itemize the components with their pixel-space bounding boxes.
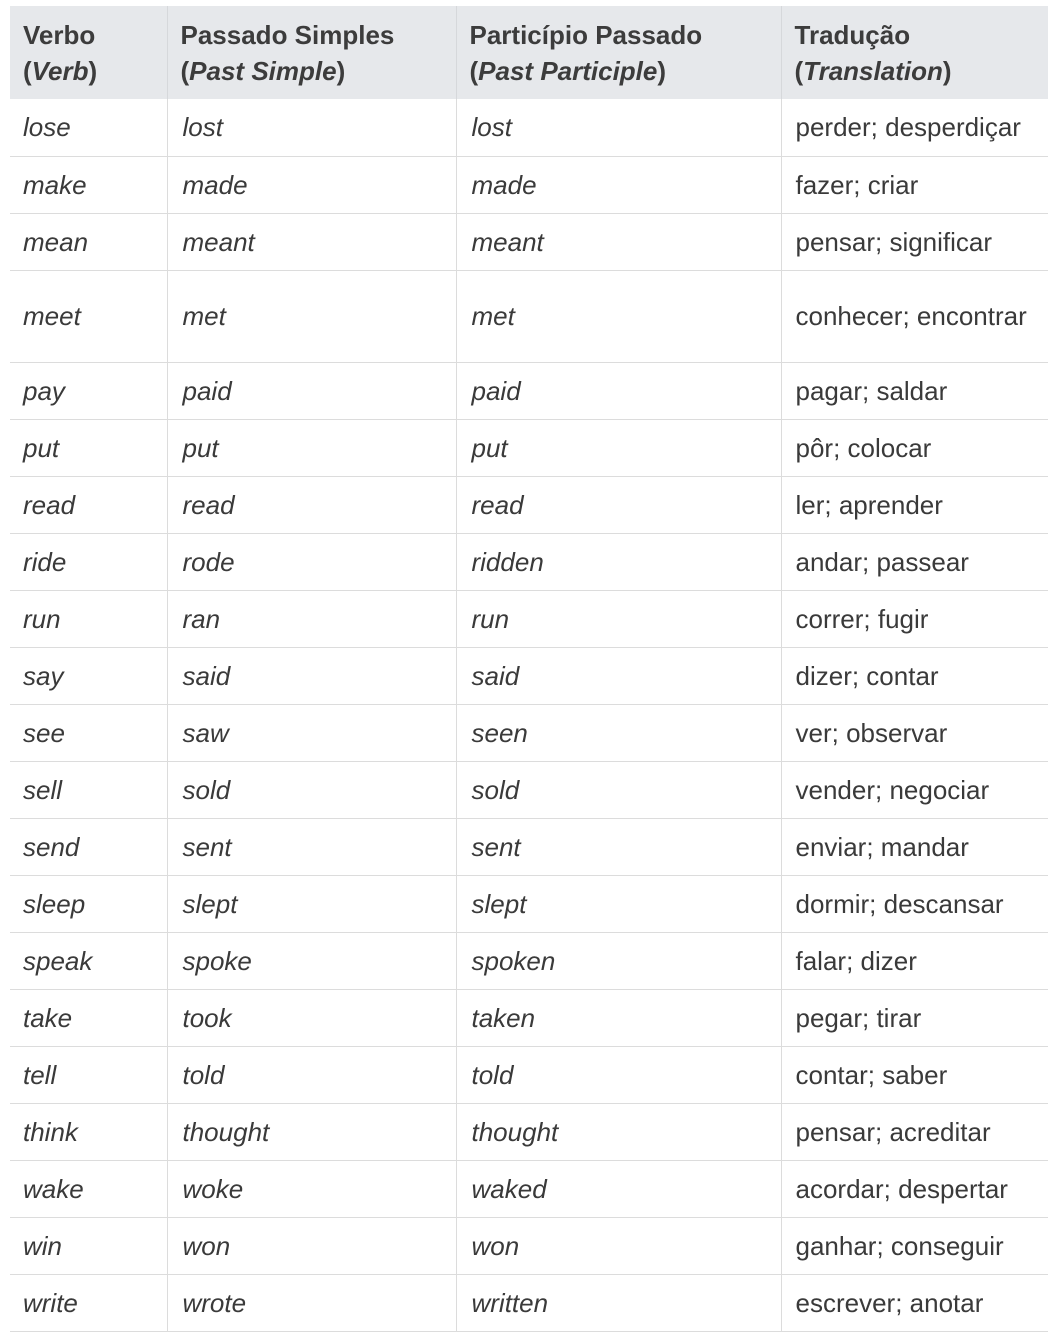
cell-past-simple: ran <box>167 590 456 647</box>
cell-past-participle: met <box>456 270 781 362</box>
cell-past-simple: put <box>167 419 456 476</box>
cell-past-simple: woke <box>167 1160 456 1217</box>
table-row <box>10 590 1048 647</box>
table-row <box>10 761 1048 818</box>
cell-translation: dizer; contar <box>795 660 939 691</box>
table-row <box>10 156 1048 213</box>
cell-past-simple: read <box>167 476 456 533</box>
cell-verb: tell <box>10 1046 167 1103</box>
cell-past-participle: meant <box>456 213 781 270</box>
cell-verb: speak <box>10 932 167 989</box>
table-row <box>10 1160 1048 1217</box>
cell-past-simple: spoke <box>167 932 456 989</box>
cell-translation: vender; negociar <box>795 774 990 805</box>
cell-past-participle: sent <box>456 818 781 875</box>
cell-translation: fazer; criar <box>795 169 919 200</box>
table-row <box>10 1103 1048 1160</box>
cell-past-simple: paid <box>167 362 456 419</box>
cell-verb: sell <box>10 761 167 818</box>
cell-past-participle: sold <box>456 761 781 818</box>
cell-past-simple: wrote <box>167 1274 456 1331</box>
cell-past-participle: said <box>456 647 781 704</box>
table-row <box>10 932 1048 989</box>
cell-verb: put <box>10 419 167 476</box>
cell-translation: pensar; acreditar <box>795 1116 991 1147</box>
cell-past-participle: waked <box>456 1160 781 1217</box>
cell-verb: meet <box>10 270 167 362</box>
cell-past-participle: told <box>456 1046 781 1103</box>
cell-translation: pôr; colocar <box>795 432 932 463</box>
table-row <box>10 1217 1048 1274</box>
cell-past-simple: sent <box>167 818 456 875</box>
cell-translation: pensar; significar <box>795 226 993 257</box>
cell-past-simple: lost <box>167 99 456 156</box>
header-translation-main: Tradução <box>794 19 911 50</box>
cell-past-simple: met <box>167 270 456 362</box>
cell-past-participle: taken <box>456 989 781 1046</box>
cell-past-simple: meant <box>167 213 456 270</box>
cell-past-participle: paid <box>456 362 781 419</box>
cell-past-participle: seen <box>456 704 781 761</box>
header-verb: Verbo (Verb) <box>10 6 167 99</box>
table-row <box>10 213 1048 270</box>
cell-translation: acordar; despertar <box>795 1173 1008 1204</box>
header-past-simple-en: Past Simple <box>189 55 337 86</box>
header-translation: Tradução (Translation) <box>794 19 952 86</box>
cell-past-simple: said <box>167 647 456 704</box>
cell-past-simple: rode <box>167 533 456 590</box>
cell-translation: andar; passear <box>795 546 969 577</box>
table-row <box>10 270 1048 362</box>
cell-verb: win <box>10 1217 167 1274</box>
cell-past-simple: sold <box>167 761 456 818</box>
header-past-simple: Passado Simples (Past Simple) <box>167 6 456 99</box>
verb-table-container <box>10 6 1048 1332</box>
cell-past-participle: read <box>456 476 781 533</box>
cell-verb: make <box>10 156 167 213</box>
cell-verb: lose <box>10 99 167 156</box>
cell-past-simple: thought <box>167 1103 456 1160</box>
cell-past-simple: took <box>167 989 456 1046</box>
table-row <box>10 647 1048 704</box>
cell-past-simple: told <box>167 1046 456 1103</box>
cell-verb: see <box>10 704 167 761</box>
cell-past-participle: won <box>456 1217 781 1274</box>
cell-verb: write <box>10 1274 167 1331</box>
cell-verb: wake <box>10 1160 167 1217</box>
table-body <box>10 99 1048 1331</box>
cell-translation: pagar; saldar <box>795 375 948 406</box>
table-row <box>10 419 1048 476</box>
cell-past-participle: made <box>456 156 781 213</box>
table-row <box>10 1046 1048 1103</box>
cell-past-simple: slept <box>167 875 456 932</box>
cell-translation: correr; fugir <box>795 603 929 634</box>
cell-translation: falar; dizer <box>795 945 917 976</box>
table-row <box>10 533 1048 590</box>
cell-verb: take <box>10 989 167 1046</box>
header-past-simple-main: Passado Simples <box>180 19 395 50</box>
table-row <box>10 989 1048 1046</box>
cell-past-participle: ridden <box>456 533 781 590</box>
cell-translation: pegar; tirar <box>795 1002 922 1033</box>
cell-verb: read <box>10 476 167 533</box>
cell-past-participle: lost <box>456 99 781 156</box>
cell-verb: think <box>10 1103 167 1160</box>
cell-past-participle: thought <box>456 1103 781 1160</box>
table-row <box>10 99 1048 156</box>
table-row <box>10 704 1048 761</box>
header-verb-main: Verbo <box>23 19 96 50</box>
cell-translation: escrever; anotar <box>795 1287 984 1318</box>
cell-past-participle: run <box>456 590 781 647</box>
table-row <box>10 818 1048 875</box>
cell-verb: run <box>10 590 167 647</box>
cell-translation: perder; desperdiçar <box>795 112 1021 143</box>
cell-verb: sleep <box>10 875 167 932</box>
cell-translation: contar; saber <box>795 1059 948 1090</box>
table-header <box>10 6 1048 99</box>
cell-past-participle: put <box>456 419 781 476</box>
table-row <box>10 362 1048 419</box>
cell-past-simple: made <box>167 156 456 213</box>
cell-past-participle: written <box>456 1274 781 1331</box>
cell-verb: pay <box>10 362 167 419</box>
table-row <box>10 1274 1048 1331</box>
cell-verb: send <box>10 818 167 875</box>
header-translation-en: Translation <box>803 55 943 86</box>
header-past-participle: Particípio Passado (Past Participle) <box>456 6 781 99</box>
cell-verb: mean <box>10 213 167 270</box>
cell-translation: conhecer; encontrar <box>795 301 1027 331</box>
header-row <box>10 6 1048 99</box>
irregular-verbs-table <box>10 6 1048 1332</box>
cell-past-participle: spoken <box>456 932 781 989</box>
cell-past-participle: slept <box>456 875 781 932</box>
cell-past-simple: won <box>167 1217 456 1274</box>
cell-translation: ler; aprender <box>795 489 943 520</box>
header-past-participle-en: Past Participle <box>478 55 658 86</box>
cell-past-simple: saw <box>167 704 456 761</box>
table-row <box>10 875 1048 932</box>
cell-verb: say <box>10 647 167 704</box>
header-verb-en: Verb <box>31 55 89 86</box>
cell-translation: enviar; mandar <box>795 831 969 862</box>
header-past-participle-main: Particípio Passado <box>469 19 703 50</box>
cell-translation: dormir; descansar <box>795 888 1004 919</box>
cell-verb: ride <box>10 533 167 590</box>
cell-translation: ganhar; conseguir <box>795 1230 1004 1261</box>
cell-translation: ver; observar <box>795 717 948 748</box>
table-row <box>10 476 1048 533</box>
